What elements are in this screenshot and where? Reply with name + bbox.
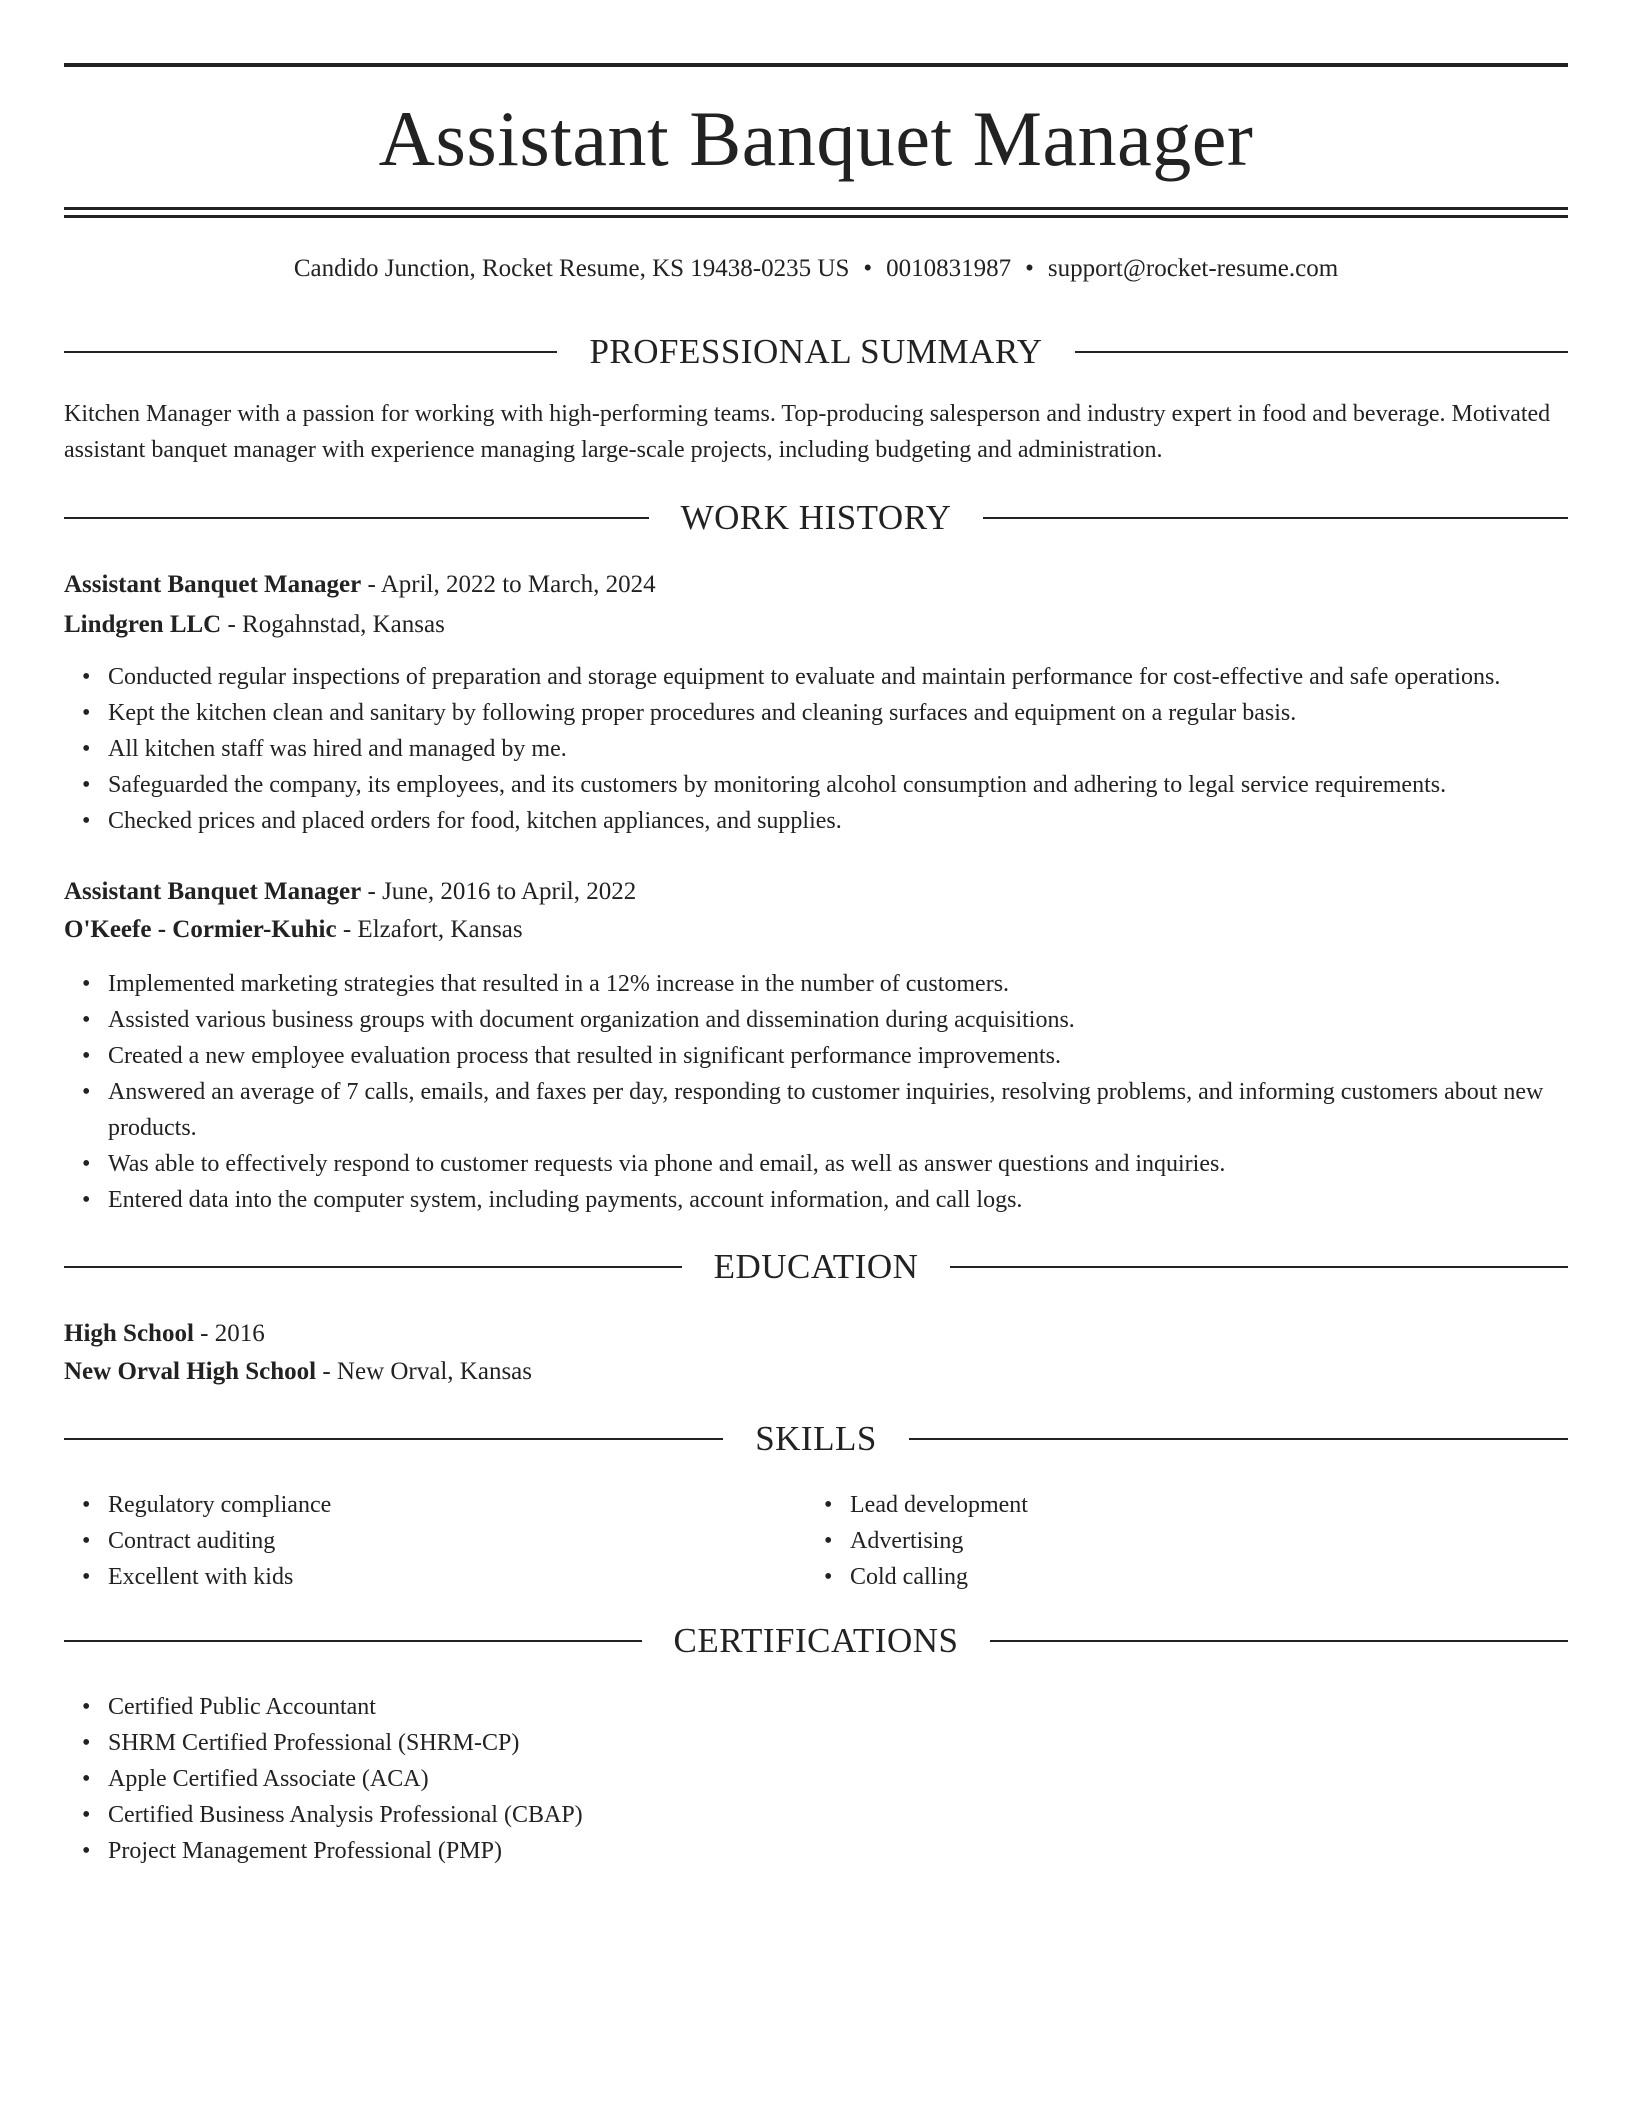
list-item: • Assisted various business groups with document organization and dissemination during acquisitions. bbox=[108, 1002, 1568, 1038]
certifications-list bbox=[64, 1689, 1612, 1869]
list-item: • Advertising bbox=[850, 1523, 1632, 1559]
education-degree-line bbox=[64, 1315, 1568, 1353]
job-title: Assistant Banquet Manager bbox=[64, 571, 362, 598]
education-degree: High School bbox=[64, 1320, 194, 1347]
list-item: • Excellent with kids bbox=[108, 1559, 1612, 1595]
section-heading-summary bbox=[64, 330, 1568, 374]
resume-title: Assistant Banquet Manager bbox=[378, 95, 1254, 182]
list-item: • All kitchen staff was hired and managed by me. bbox=[108, 731, 1612, 767]
section-heading-label: EDUCATION bbox=[713, 1247, 919, 1286]
section-heading-education bbox=[64, 1245, 1568, 1289]
list-item: • Regulatory compliance bbox=[108, 1487, 1612, 1523]
list-item: • Was able to effectively respond to customer requests via phone and email, as well as answer questions and inquiries. bbox=[108, 1146, 1568, 1182]
list-item: • Checked prices and placed orders for food, kitchen appliances, and supplies. bbox=[108, 803, 1612, 839]
list-item: • Entered data into the computer system, including payments, account information, and call logs. bbox=[108, 1182, 1568, 1218]
section-heading-certifications bbox=[64, 1619, 1568, 1663]
contact-separator: • bbox=[1025, 255, 1034, 282]
list-item: • Kept the kitchen clean and sanitary by following proper procedures and cleaning surfaces and equipment on a regular basis. bbox=[108, 695, 1612, 731]
heading-rule-left bbox=[64, 1640, 642, 1642]
heading-rule-left bbox=[64, 351, 557, 353]
education-school-line bbox=[64, 1353, 1568, 1391]
education-school: New Orval High School bbox=[64, 1358, 317, 1385]
job-bullets bbox=[64, 966, 1568, 1218]
list-item: • Answered an average of 7 calls, emails, and faxes per day, responding to customer inquiries, resolving problems, and informing customers about new products. bbox=[108, 1074, 1568, 1146]
contact-phone: 0010831987 bbox=[886, 255, 1012, 282]
contact-line bbox=[64, 253, 1568, 285]
heading-rule-right bbox=[1075, 351, 1568, 353]
top-divider bbox=[64, 63, 1568, 67]
job-company: Lindgren LLC bbox=[64, 611, 222, 638]
list-item: • Implemented marketing strategies that resulted in a 12% increase in the number of customers. bbox=[108, 966, 1568, 1002]
job-location: - Rogahnstad, Kansas bbox=[221, 611, 445, 638]
section-heading-work-history bbox=[64, 496, 1568, 540]
job-location: - Elzafort, Kansas bbox=[336, 916, 523, 943]
list-item: • Created a new employee evaluation process that resulted in significant performance improvements. bbox=[108, 1038, 1568, 1074]
heading-rule-left bbox=[64, 1266, 682, 1268]
job-title-line bbox=[64, 566, 1568, 604]
list-item: • Project Management Professional (PMP) bbox=[108, 1833, 1612, 1869]
heading-rule-right bbox=[909, 1438, 1568, 1440]
job-company-line bbox=[64, 606, 1568, 644]
job-dates: - June, 2016 to April, 2022 bbox=[361, 878, 637, 905]
contact-email: support@rocket-resume.com bbox=[1047, 255, 1339, 282]
list-item: • Conducted regular inspections of preparation and storage equipment to evaluate and maintain performance for cost-effective and safe operations. bbox=[108, 659, 1612, 695]
education-location: - New Orval, Kansas bbox=[316, 1358, 532, 1385]
contact-address: Candido Junction, Rocket Resume, KS 19438-0235 US bbox=[293, 255, 850, 282]
heading-rule-left bbox=[64, 517, 649, 519]
list-item: • Contract auditing bbox=[108, 1523, 1612, 1559]
heading-rule-right bbox=[990, 1640, 1568, 1642]
job-company-line bbox=[64, 911, 1568, 949]
heading-rule-right bbox=[983, 517, 1568, 519]
job-title: Assistant Banquet Manager bbox=[64, 878, 362, 905]
section-heading-skills bbox=[64, 1417, 1568, 1461]
skills-list-right bbox=[806, 1487, 1632, 1595]
education-year: - 2016 bbox=[193, 1320, 265, 1347]
title-divider-upper bbox=[64, 207, 1568, 210]
job-company: O'Keefe - Cormier-Kuhic bbox=[64, 916, 337, 943]
heading-rule-left bbox=[64, 1438, 723, 1440]
list-item: • Safeguarded the company, its employees, and its customers by monitoring alcohol consumption and adhering to legal service requirements. bbox=[108, 767, 1612, 803]
title-divider-lower bbox=[64, 215, 1568, 218]
summary-text: Kitchen Manager with a passion for working with high-performing teams. Top-producing salesperson and industry expert in food and beverage. Motivated assistant banquet manager with experience managing large-scale projects, including budgeting and administration. bbox=[64, 401, 1551, 463]
contact-separator: • bbox=[863, 255, 873, 282]
section-heading-label: CERTIFICATIONS bbox=[673, 1621, 959, 1660]
list-item: • Certified Business Analysis Professional (CBAP) bbox=[108, 1797, 1612, 1833]
list-item: • Lead development bbox=[850, 1487, 1632, 1523]
section-heading-label: WORK HISTORY bbox=[680, 498, 952, 537]
job-bullets bbox=[64, 659, 1612, 839]
job-dates: - April, 2022 to March, 2024 bbox=[361, 571, 656, 598]
list-item: • SHRM Certified Professional (SHRM-CP) bbox=[108, 1725, 1612, 1761]
section-heading-label: SKILLS bbox=[755, 1419, 877, 1458]
job-title-line bbox=[64, 873, 1568, 911]
heading-rule-right bbox=[950, 1266, 1568, 1268]
section-heading-label: PROFESSIONAL SUMMARY bbox=[589, 332, 1043, 371]
list-item: • Certified Public Accountant bbox=[108, 1689, 1612, 1725]
list-item: • Cold calling bbox=[850, 1559, 1632, 1595]
list-item: • Apple Certified Associate (ACA) bbox=[108, 1761, 1612, 1797]
